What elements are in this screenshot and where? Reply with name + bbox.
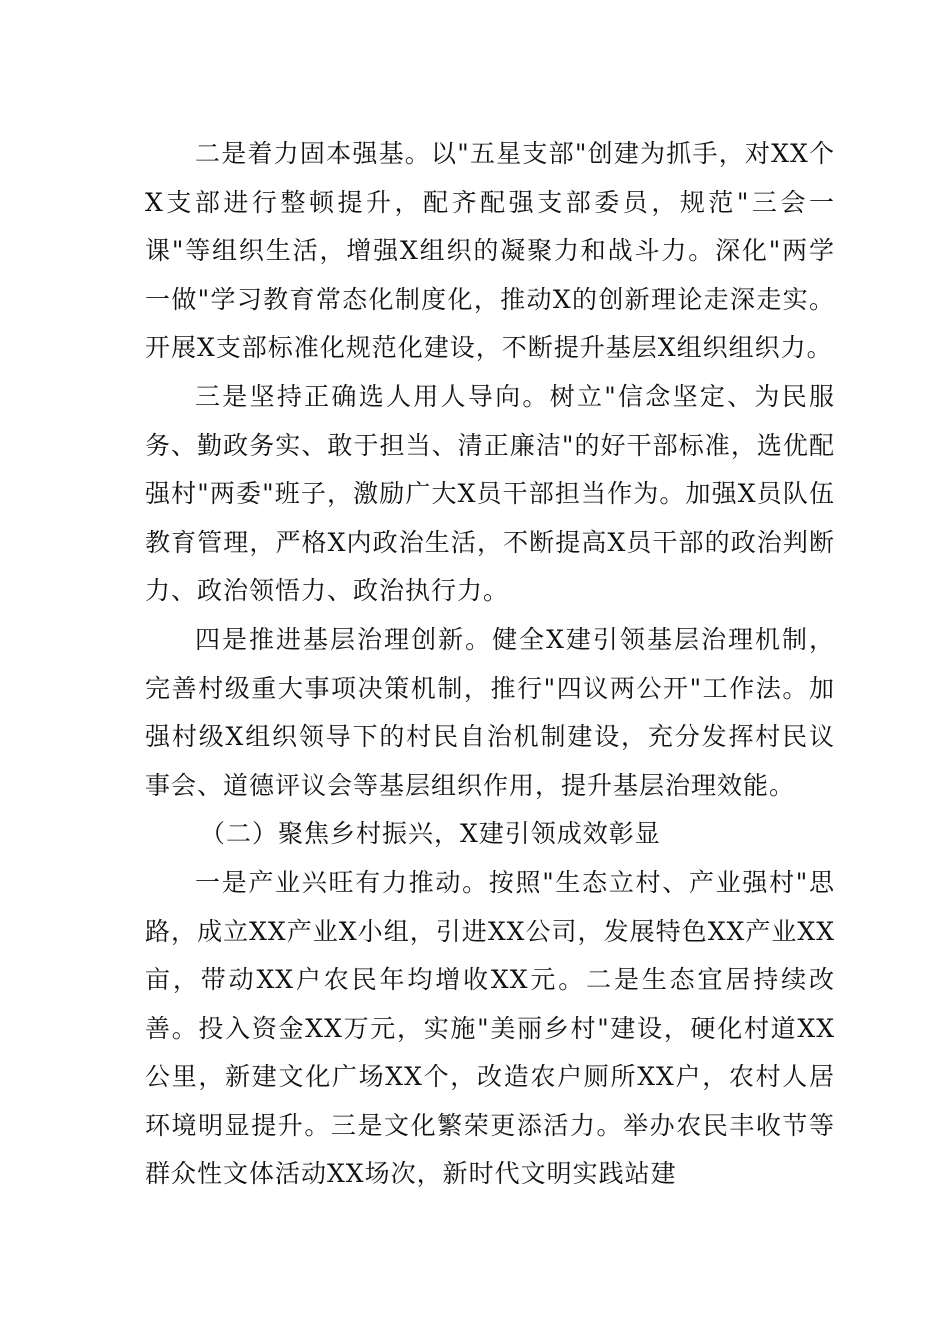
paragraph-grassroots-governance: 四是推进基层治理创新。健全X建引领基层治理机制，完善村级重大事项决策机制，推行"四议两公开"工作法。加强村级X组织领导下的村民自治机制建设，充分发挥村民议事会、道德评议会等基层组织作用，提升基层治理效能。	[145, 624, 835, 800]
paragraph-personnel-selection: 三是坚持正确选人用人导向。树立"信念坚定、为民服务、勤政务实、敢于担当、清正廉洁"的好干部标准，选优配强村"两委"班子，激励广大X员干部担当作为。加强X员队伍教育管理，严格X内政治生活，不断提高X员干部的政治判断力、政治领悟力、政治执行力。	[145, 381, 835, 606]
paragraph-consolidate-foundation: 二是着力固本强基。以"五星支部"创建为抓手，对XX个X支部进行整顿提升，配齐配强支部委员，规范"三会一课"等组织生活，增强X组织的凝聚力和战斗力。深化"两学一做"学习教育常态化制度化，推动X的创新理论走深走实。开展X支部标准化规范化建设，不断提升基层X组织组织力。	[145, 139, 835, 363]
paragraph-industry-ecology-culture: 一是产业兴旺有力推动。按照"生态立村、产业强村"思路，成立XX产业X小组，引进XX公司，发展特色XX产业XX亩，带动XX户农民年均增收XX元。二是生态宜居持续改善。投入资金XX万元，实施"美丽乡村"建设，硬化村道XX公里，新建文化广场XX个，改造农户厕所XX户，农村人居环境明显提升。三是文化繁荣更添活力。举办农民丰收节等群众性文体活动XX场次，新时代文明实践站建	[145, 867, 835, 1189]
section-heading-rural-revitalization: （二）聚焦乡村振兴，X建引领成效彰显	[200, 819, 661, 849]
document-body	[145, 130, 835, 1199]
